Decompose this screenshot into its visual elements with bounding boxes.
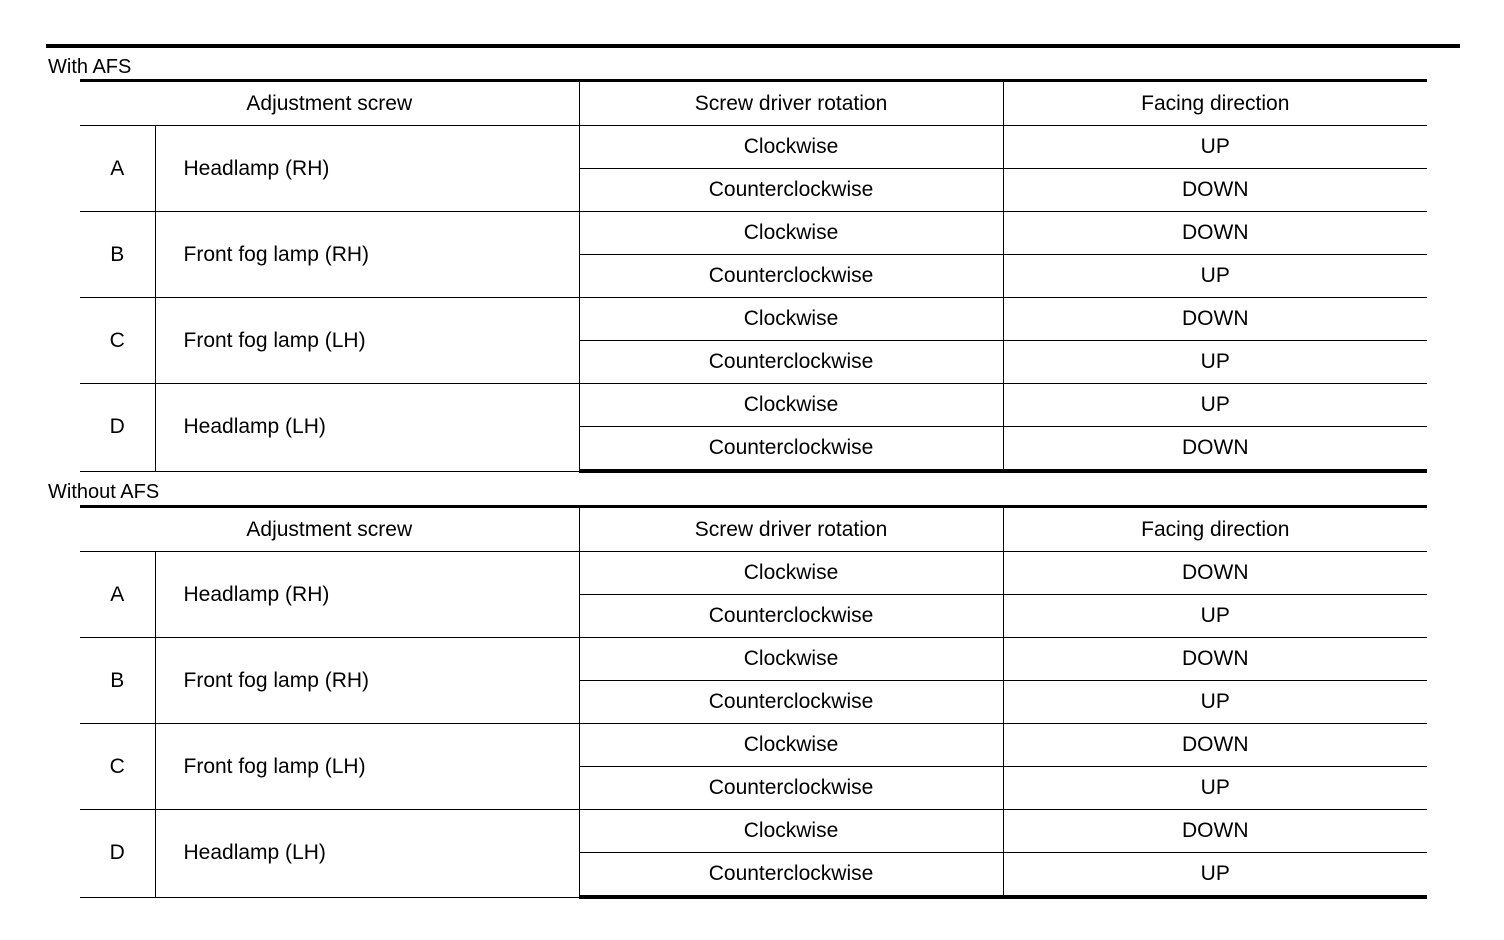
header-adjustment-screw: Adjustment screw xyxy=(80,81,579,126)
screw-letter: B xyxy=(80,638,155,724)
screw-letter: C xyxy=(80,298,155,384)
direction-cell: DOWN xyxy=(1003,298,1427,341)
direction-cell: UP xyxy=(1003,767,1427,810)
table-row xyxy=(80,126,1427,169)
direction-cell: DOWN xyxy=(1003,212,1427,255)
adjustment-table-with-afs xyxy=(80,79,1427,473)
direction-cell: DOWN xyxy=(1003,724,1427,767)
header-adjustment-screw: Adjustment screw xyxy=(80,507,579,552)
direction-cell: DOWN xyxy=(1003,638,1427,681)
rotation-cell: Counterclockwise xyxy=(579,341,1003,384)
screw-name: Front fog lamp (RH) xyxy=(155,638,579,724)
table-row xyxy=(80,384,1427,427)
rotation-cell: Counterclockwise xyxy=(579,681,1003,724)
rotation-cell: Clockwise xyxy=(579,126,1003,169)
header-rotation: Screw driver rotation xyxy=(579,81,1003,126)
screw-letter: D xyxy=(80,384,155,472)
rotation-cell: Clockwise xyxy=(579,212,1003,255)
section-label-with-afs: With AFS xyxy=(48,56,132,78)
top-rule xyxy=(46,44,1460,48)
direction-cell: UP xyxy=(1003,126,1427,169)
rotation-cell: Clockwise xyxy=(579,552,1003,595)
screw-letter: B xyxy=(80,212,155,298)
direction-cell: UP xyxy=(1003,384,1427,427)
table-header-row xyxy=(80,81,1427,126)
header-direction: Facing direction xyxy=(1003,507,1427,552)
screw-name: Headlamp (RH) xyxy=(155,126,579,212)
rotation-cell: Clockwise xyxy=(579,810,1003,853)
rotation-cell: Counterclockwise xyxy=(579,853,1003,898)
rotation-cell: Clockwise xyxy=(579,384,1003,427)
screw-letter: D xyxy=(80,810,155,898)
screw-letter: C xyxy=(80,724,155,810)
screw-name: Front fog lamp (RH) xyxy=(155,212,579,298)
screw-name: Headlamp (RH) xyxy=(155,552,579,638)
header-direction: Facing direction xyxy=(1003,81,1427,126)
screw-name: Front fog lamp (LH) xyxy=(155,298,579,384)
direction-cell: DOWN xyxy=(1003,552,1427,595)
header-rotation: Screw driver rotation xyxy=(579,507,1003,552)
table-row xyxy=(80,810,1427,853)
rotation-cell: Counterclockwise xyxy=(579,255,1003,298)
direction-cell: UP xyxy=(1003,595,1427,638)
table-header-row xyxy=(80,507,1427,552)
screw-name: Headlamp (LH) xyxy=(155,810,579,898)
direction-cell: DOWN xyxy=(1003,169,1427,212)
table-row xyxy=(80,724,1427,767)
screw-name: Headlamp (LH) xyxy=(155,384,579,472)
direction-cell: UP xyxy=(1003,681,1427,724)
rotation-cell: Counterclockwise xyxy=(579,427,1003,472)
rotation-cell: Counterclockwise xyxy=(579,767,1003,810)
rotation-cell: Counterclockwise xyxy=(579,169,1003,212)
direction-cell: UP xyxy=(1003,853,1427,898)
section-label-without-afs: Without AFS xyxy=(48,481,160,503)
direction-cell: UP xyxy=(1003,341,1427,384)
rotation-cell: Clockwise xyxy=(579,724,1003,767)
table-row xyxy=(80,212,1427,255)
table-row xyxy=(80,638,1427,681)
rotation-cell: Clockwise xyxy=(579,298,1003,341)
rotation-cell: Counterclockwise xyxy=(579,595,1003,638)
table-row xyxy=(80,298,1427,341)
direction-cell: DOWN xyxy=(1003,427,1427,472)
direction-cell: UP xyxy=(1003,255,1427,298)
table-row xyxy=(80,552,1427,595)
screw-name: Front fog lamp (LH) xyxy=(155,724,579,810)
screw-letter: A xyxy=(80,126,155,212)
adjustment-table-without-afs xyxy=(80,505,1427,899)
rotation-cell: Clockwise xyxy=(579,638,1003,681)
screw-letter: A xyxy=(80,552,155,638)
direction-cell: DOWN xyxy=(1003,810,1427,853)
